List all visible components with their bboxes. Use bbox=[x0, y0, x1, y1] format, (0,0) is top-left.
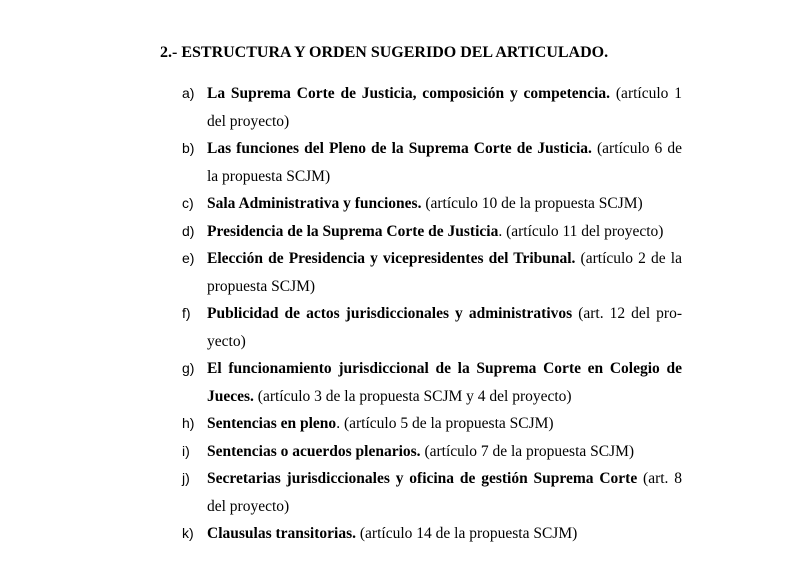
list-marker: e) bbox=[182, 250, 195, 266]
list-marker: a) bbox=[182, 85, 195, 101]
item-title: Sentencias en pleno bbox=[207, 415, 337, 432]
item-title: Elección de Presidencia y vicepresidentes del Tribunal. bbox=[207, 250, 576, 267]
item-reference: (artículo 3 de la propuesta SCJM y 4 del proyecto) bbox=[253, 387, 572, 405]
item-reference: (artículo 14 de la propuesta SCJM) bbox=[356, 525, 578, 542]
list-marker: b) bbox=[182, 140, 195, 156]
list-item bbox=[182, 218, 682, 246]
list-marker: j) bbox=[182, 470, 190, 486]
list-marker: k) bbox=[182, 525, 194, 541]
list-marker: g) bbox=[182, 360, 195, 376]
list-item bbox=[182, 135, 682, 190]
item-reference: . (artículo 5 de la propuesta SCJM) bbox=[336, 415, 554, 432]
item-title: Secretarias jurisdiccionales y oficina de gestión Suprema Corte bbox=[207, 470, 638, 487]
list-marker: d) bbox=[182, 222, 195, 239]
item-reference: (art. 8 del proyecto) bbox=[207, 470, 682, 515]
item-title: Presidencia de la Suprema Corte de Justicia bbox=[207, 222, 499, 240]
list-item bbox=[182, 80, 682, 135]
list-marker: c) bbox=[182, 195, 194, 211]
list-item bbox=[182, 245, 682, 300]
item-title: Las funciones del Pleno de la Suprema Corte de Justicia. bbox=[207, 140, 592, 157]
list-item bbox=[182, 438, 682, 466]
list-item bbox=[182, 520, 682, 548]
item-title: Clausulas transitorias. bbox=[207, 525, 356, 542]
list-item bbox=[182, 300, 682, 355]
item-title: Sentencias o acuerdos plenarios. bbox=[207, 442, 421, 460]
article-structure-list bbox=[182, 80, 682, 548]
item-reference: (artículo 1 del proyecto) bbox=[207, 85, 682, 130]
list-item bbox=[182, 190, 682, 218]
item-reference: (artículo 7 de la propuesta SCJM) bbox=[420, 442, 635, 460]
item-title: Sala Administrativa y funciones. bbox=[207, 195, 422, 212]
item-reference: (artículo 10 de la propuesta SCJM) bbox=[421, 195, 643, 212]
list-item bbox=[182, 355, 682, 410]
item-reference: (artículo 2 de la propuesta SCJM) bbox=[207, 250, 682, 295]
section-heading: 2.- ESTRUCTURA Y ORDEN SUGERIDO DEL ARTICULADO. bbox=[160, 44, 609, 61]
item-title: Publicidad de actos jurisdiccionales y administrativos bbox=[207, 305, 573, 322]
item-title: La Suprema Corte de Justicia, composición y competencia. bbox=[207, 85, 611, 102]
list-item bbox=[182, 410, 682, 438]
list-marker: i) bbox=[182, 442, 190, 459]
item-reference: . (artículo 11 del proyecto) bbox=[498, 222, 664, 240]
list-marker: h) bbox=[182, 415, 195, 431]
list-marker: f) bbox=[182, 305, 191, 321]
item-reference: (art. 12 del pro-yecto) bbox=[207, 305, 682, 350]
item-reference: (artículo 6 de la propuesta SCJM) bbox=[207, 140, 682, 185]
list-item bbox=[182, 465, 682, 520]
item-title: El funcionamiento jurisdiccional de la Suprema Corte en Colegio de Jueces. bbox=[207, 360, 682, 405]
